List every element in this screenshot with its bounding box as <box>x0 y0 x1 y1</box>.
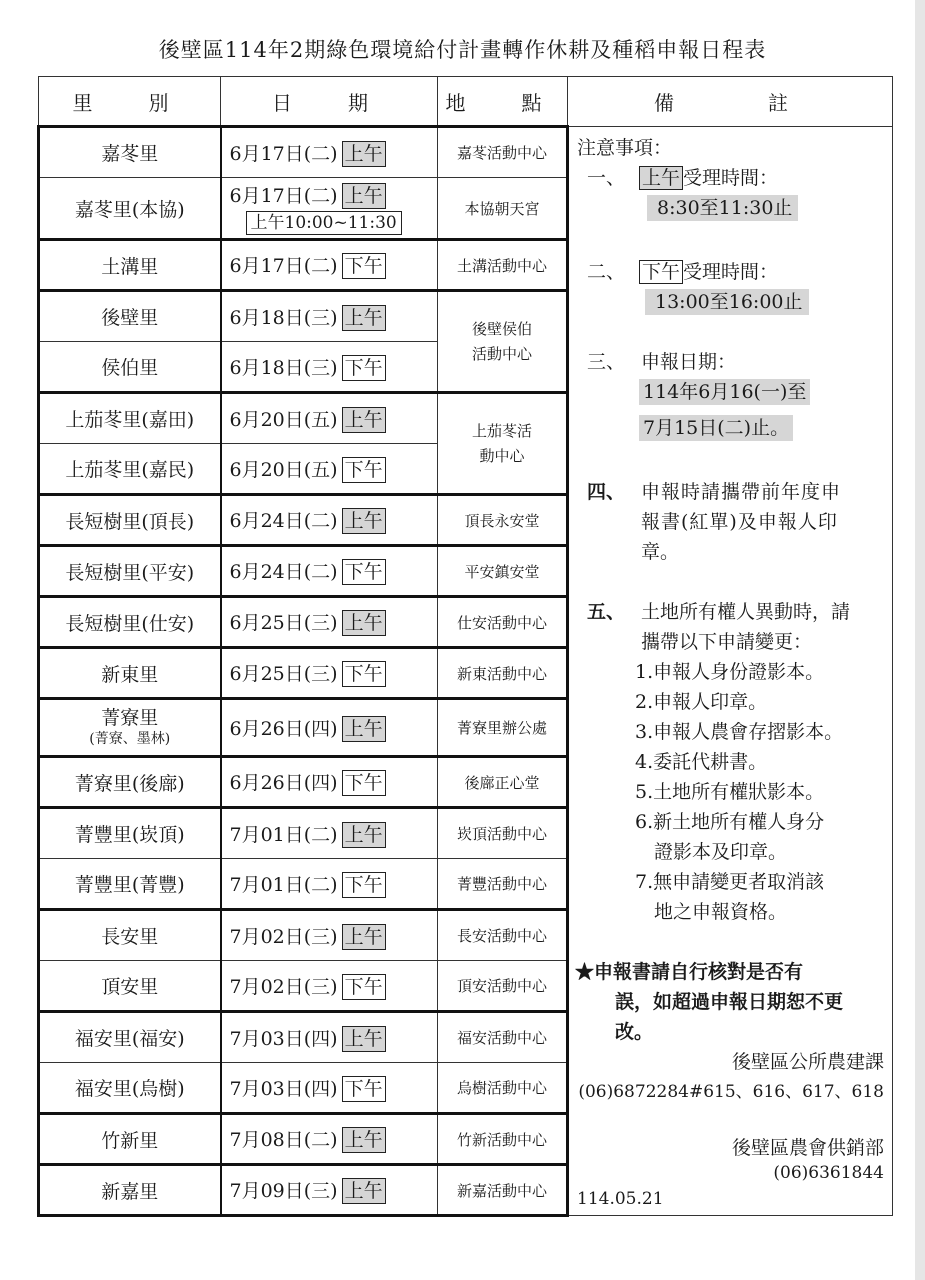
note-3-number: 三、 <box>587 351 626 373</box>
note-5-item: 1.申報人身份證影本。 <box>635 661 825 683</box>
period-badge: 上午 <box>342 305 386 331</box>
place-cell: 福安活動中心 <box>438 1012 568 1063</box>
village-cell: 長短樹里(仕安) <box>39 597 221 648</box>
date-text: 7月09日(三) <box>229 1180 338 1202</box>
period-badge: 上午 <box>342 1127 386 1153</box>
notes-cell <box>568 127 893 1216</box>
note-5-line2: 攜帶以下申請變更： <box>641 631 813 653</box>
village-cell: 土溝里 <box>39 240 221 291</box>
note-2-time-text: 13:00至16:00止 <box>645 289 809 315</box>
date-text: 7月02日(三) <box>229 925 338 948</box>
place-cell: 長安活動中心 <box>438 910 568 961</box>
village-cell: 長安里 <box>39 910 221 961</box>
note-5-item: 證影本及印章。 <box>635 841 788 863</box>
note-5-item: 2.申報人印章。 <box>635 691 768 713</box>
header-notes: 備 註 <box>568 77 893 127</box>
date-text: 6月17日(二) <box>229 185 338 207</box>
place-cell: 新嘉活動中心 <box>438 1165 568 1216</box>
place-cell: 上茄苳活動中心 <box>438 393 568 495</box>
place-cell: 後廍正心堂 <box>438 757 568 808</box>
page-edge <box>915 0 925 1280</box>
date-text: 7月01日(二) <box>229 823 338 846</box>
date-cell <box>221 342 438 393</box>
village-cell: 頂安里 <box>39 961 221 1012</box>
note-5-number: 五、 <box>587 601 626 623</box>
note-1-number: 一、 <box>587 167 626 189</box>
village-cell <box>39 699 221 757</box>
period-badge: 上午 <box>342 1026 386 1052</box>
village-cell: 新東里 <box>39 648 221 699</box>
date-cell <box>221 961 438 1012</box>
period-badge: 下午 <box>342 770 386 796</box>
date-text: 6月18日(三) <box>229 306 338 329</box>
date-cell <box>221 757 438 808</box>
place-cell: 本協朝天宮 <box>438 178 568 240</box>
note-2-time <box>645 287 809 314</box>
header-date: 日 期 <box>221 77 438 127</box>
village-cell: 福安里(烏樹) <box>39 1063 221 1114</box>
date-cell <box>221 648 438 699</box>
date-cell <box>221 178 438 240</box>
village-cell: 上茄苳里(嘉田) <box>39 393 221 444</box>
star-note-line3: 改。 <box>615 1021 654 1043</box>
note-4-line1: 申報時請攜帶前年度申 <box>641 481 842 503</box>
village-cell: 新嘉里 <box>39 1165 221 1216</box>
place-cell: 平安鎮安堂 <box>438 546 568 597</box>
star-note-line1: ★申報書請自行核對是否有 <box>575 961 804 983</box>
date-cell <box>221 393 438 444</box>
date-text: 6月20日(五) <box>229 408 338 431</box>
village-cell: 菁寮里(後廍) <box>39 757 221 808</box>
period-badge: 下午 <box>342 974 386 1000</box>
time-range-box: 上午10:00~11:30 <box>246 211 402 235</box>
period-badge: 下午 <box>342 872 386 898</box>
place-cell: 新東活動中心 <box>438 648 568 699</box>
date-cell <box>221 1063 438 1114</box>
table-header-row <box>39 77 893 127</box>
date-cell <box>221 546 438 597</box>
date-text: 6月26日(四) <box>229 717 338 740</box>
note-1-time-text: 8:30至11:30止 <box>647 195 798 221</box>
note-2-text: 受理時間： <box>683 261 779 283</box>
note-3-text: 申報日期： <box>641 351 737 373</box>
note-3-date2 <box>639 413 793 440</box>
date-text: 7月02日(三) <box>229 975 338 998</box>
date-text: 7月08日(二) <box>229 1129 338 1151</box>
period-badge: 下午 <box>342 559 386 585</box>
date-text: 6月26日(四) <box>229 772 338 794</box>
village-cell: 侯伯里 <box>39 342 221 393</box>
date-text: 7月03日(四) <box>229 1077 338 1100</box>
date-text: 7月01日(二) <box>229 873 338 896</box>
office-farmers-phone: (06)6361844 <box>773 1163 884 1183</box>
office-agri-dept: 後壁區公所農建課 <box>731 1051 884 1073</box>
note-5-line1: 土地所有權人異動時，請 <box>641 601 851 623</box>
date-cell <box>221 597 438 648</box>
date-cell <box>221 291 438 342</box>
date-cell <box>221 699 438 757</box>
date-text: 6月25日(三) <box>229 663 338 685</box>
note-5-item: 5.土地所有權狀影本。 <box>635 781 825 803</box>
period-badge: 上午 <box>342 1178 386 1204</box>
date-cell <box>221 127 438 178</box>
note-1-text: 受理時間： <box>683 167 779 189</box>
date-text: 6月25日(三) <box>229 612 338 634</box>
place-cell: 菁豐活動中心 <box>438 859 568 910</box>
note-5-item: 6.新土地所有權人身分 <box>635 811 825 833</box>
place-cell: 後壁侯伯活動中心 <box>438 291 568 393</box>
date-cell <box>221 910 438 961</box>
office-agri-phone: (06)6872284#615、616、617、618 <box>578 1082 884 1102</box>
note-4-number: 四、 <box>587 481 626 503</box>
period-badge: 下午 <box>342 253 386 279</box>
note-5-item: 7.無申請變更者取消該 <box>635 871 825 893</box>
date-text: 6月24日(二) <box>229 510 338 532</box>
note-4-line2: 報書(紅單)及申報人印 <box>641 511 838 533</box>
note-2-line <box>639 257 778 284</box>
place-cell: 頂安活動中心 <box>438 961 568 1012</box>
place-cell: 崁頂活動中心 <box>438 808 568 859</box>
office-farmers-assoc: 後壁區農會供銷部 <box>731 1137 884 1159</box>
period-badge: 上午 <box>342 508 386 534</box>
period-badge: 下午 <box>342 1076 386 1102</box>
period-badge: 上午 <box>342 141 386 167</box>
place-cell: 仕安活動中心 <box>438 597 568 648</box>
star-note-line2: 誤，如超過申報日期恕不更 <box>615 991 844 1013</box>
period-badge: 下午 <box>342 661 386 687</box>
village-cell: 菁豐里(菁豐) <box>39 859 221 910</box>
header-village: 里 別 <box>39 77 221 127</box>
note-2-number: 二、 <box>587 261 626 283</box>
date-text: 6月18日(三) <box>229 356 338 379</box>
page-title: 後壁區114年2期綠色環境給付計畫轉作休耕及種稻申報日程表 <box>158 38 767 62</box>
village-cell: 長短樹里(平安) <box>39 546 221 597</box>
village-cell: 嘉苳里 <box>39 127 221 178</box>
village-cell: 福安里(福安) <box>39 1012 221 1063</box>
village-name: 菁寮里 <box>101 706 159 729</box>
village-cell: 後壁里 <box>39 291 221 342</box>
village-cell: 長短樹里(頂長) <box>39 495 221 546</box>
place-cell: 土溝活動中心 <box>438 240 568 291</box>
note-1-line <box>639 163 778 190</box>
village-cell: 上茄苳里(嘉民) <box>39 444 221 495</box>
place-cell: 竹新活動中心 <box>438 1114 568 1165</box>
period-badge: 上午 <box>342 716 386 742</box>
note-5-item: 3.申報人農會存摺影本。 <box>635 721 844 743</box>
notes-panel <box>569 127 894 1213</box>
village-cell: 竹新里 <box>39 1114 221 1165</box>
note-1-time <box>647 193 798 220</box>
date-cell <box>221 1114 438 1165</box>
notes-heading: 注意事項： <box>577 137 673 159</box>
note-5-item: 4.委託代耕書。 <box>635 751 768 773</box>
place-cell: 嘉苳活動中心 <box>438 127 568 178</box>
date-cell <box>221 1165 438 1216</box>
date-text: 6月17日(二) <box>229 255 338 277</box>
date-cell <box>221 240 438 291</box>
period-badge: 上午 <box>342 407 386 433</box>
village-cell: 菁豐里(崁頂) <box>39 808 221 859</box>
place-cell: 頂長永安堂 <box>438 495 568 546</box>
note-3-date2-text: 7月15日(二)止。 <box>639 415 793 441</box>
date-text: 6月20日(五) <box>229 458 338 481</box>
note-4-line3: 章。 <box>641 541 680 563</box>
schedule-table <box>37 76 893 1217</box>
date-cell <box>221 444 438 495</box>
village-subname: (菁寮、墨林) <box>89 730 171 747</box>
period-badge: 上午 <box>342 822 386 848</box>
note-2-box: 下午 <box>639 260 683 284</box>
header-place: 地 點 <box>438 77 568 127</box>
period-badge: 下午 <box>342 355 386 381</box>
date-text: 6月17日(二) <box>229 142 338 165</box>
note-3-date1-text: 114年6月16(一)至 <box>639 379 810 405</box>
note-3-date1 <box>639 377 810 404</box>
place-cell: 烏樹活動中心 <box>438 1063 568 1114</box>
date-text: 7月03日(四) <box>229 1027 338 1050</box>
table-row <box>39 127 893 178</box>
date-cell <box>221 808 438 859</box>
place-cell: 菁寮里辦公處 <box>438 699 568 757</box>
note-1-box: 上午 <box>639 166 683 190</box>
period-badge: 上午 <box>342 610 386 636</box>
period-badge: 上午 <box>342 924 386 950</box>
period-badge: 上午 <box>342 183 386 209</box>
date-cell <box>221 859 438 910</box>
period-badge: 下午 <box>342 457 386 483</box>
date-cell <box>221 495 438 546</box>
publish-date: 114.05.21 <box>577 1189 664 1209</box>
date-cell <box>221 1012 438 1063</box>
note-5-item: 地之申報資格。 <box>635 901 788 923</box>
village-cell: 嘉苳里(本協) <box>39 178 221 240</box>
date-text: 6月24日(二) <box>229 561 338 583</box>
